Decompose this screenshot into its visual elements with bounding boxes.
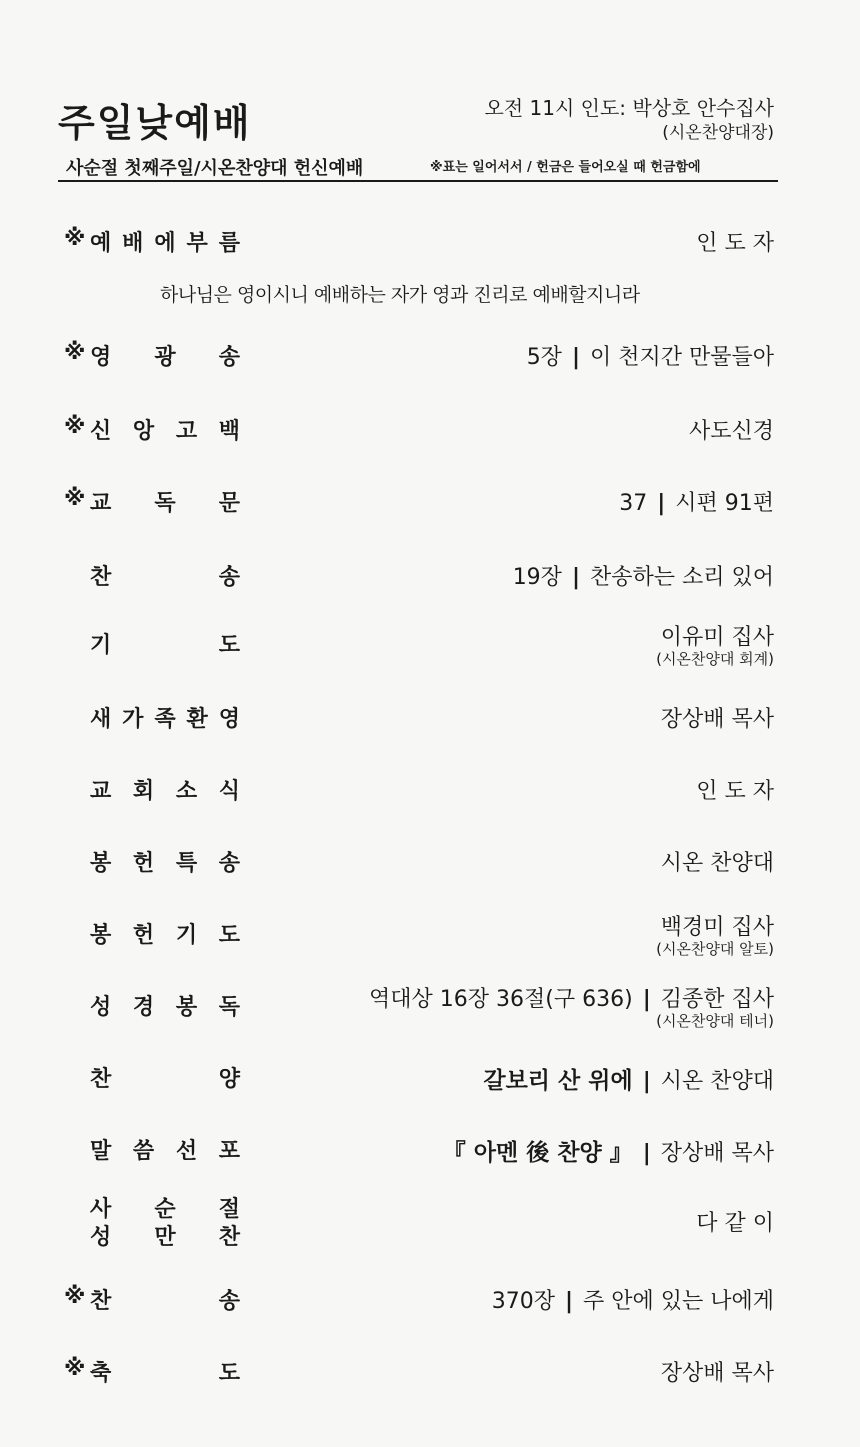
label-char: 성 (90, 1225, 112, 1250)
service-time-leader: 오전 11시 인도: 박상호 안수집사 (484, 96, 774, 120)
label-char: 도 (218, 923, 240, 948)
item-value (492, 1284, 774, 1315)
value-secondary: 김종한 집사 (660, 987, 774, 1012)
label-char: 독 (154, 491, 176, 516)
label-char: 문 (218, 491, 240, 516)
item-label (64, 1284, 240, 1315)
item-label (64, 1062, 240, 1093)
value-primary: 19장 (512, 565, 562, 590)
value-separator: | (642, 987, 651, 1012)
standing-mark: ※ (64, 1284, 86, 1309)
value-text: 다 같 이 (696, 1211, 774, 1236)
service-subtitle: 사순절 첫째주일/시온찬양대 헌신예배 (66, 158, 364, 179)
item-value (689, 414, 774, 445)
item-label (64, 340, 240, 371)
value-primary: 370장 (491, 1289, 555, 1314)
label-char: 포 (218, 1139, 240, 1164)
label-char: 선 (175, 1139, 198, 1164)
value-secondary: 이 천지간 만물들아 (589, 345, 774, 370)
item-label (64, 918, 240, 949)
value-role: (시온찬양대 알토) (656, 940, 774, 958)
item-label (64, 1134, 240, 1165)
label-char: 부 (186, 231, 208, 256)
item-value (619, 486, 774, 517)
value-secondary: 장상배 목사 (660, 1141, 774, 1166)
item-label (64, 226, 240, 257)
standing-mark (64, 1134, 90, 1165)
label-char: 찬 (218, 1225, 240, 1250)
item-label (64, 414, 240, 445)
label-char: 찬 (90, 1067, 112, 1092)
label-char: 찬 (90, 565, 112, 590)
value-separator: | (642, 1141, 651, 1166)
label-char: 송 (218, 851, 240, 876)
label-char: 경 (132, 995, 155, 1020)
label-char: 름 (218, 231, 240, 256)
label-char: 만 (154, 1225, 176, 1250)
value-primary: 37 (619, 491, 648, 516)
standing-mark (64, 918, 90, 949)
label-char: 기 (90, 633, 112, 658)
item-label (64, 1356, 240, 1387)
value-text: 인 도 자 (696, 231, 774, 256)
label-char: 앙 (132, 419, 155, 444)
label-char: 송 (218, 565, 240, 590)
value-text: 인 도 자 (696, 779, 774, 804)
value-primary: 역대상 16장 36절(구 636) (369, 987, 633, 1012)
standing-mark (64, 702, 90, 733)
item-value (696, 1206, 774, 1237)
label-char: 씀 (132, 1139, 155, 1164)
item-value (696, 774, 774, 805)
value-role: (시온찬양대 회계) (656, 650, 774, 668)
label-char: 가 (122, 707, 144, 732)
value-text: 시온 찬양대 (660, 851, 774, 876)
leader-role: (시온찬양대장) (662, 123, 774, 143)
label-char: 절 (218, 1197, 240, 1222)
header-divider (58, 180, 778, 182)
item-label (64, 990, 240, 1021)
value-secondary: 주 안에 있는 나에게 (583, 1289, 774, 1314)
label-char: 기 (175, 923, 198, 948)
call-to-worship-verse: 하나님은 영이시니 예배하는 자가 영과 진리로 예배할지니라 (160, 284, 640, 306)
label-char: 도 (218, 633, 240, 658)
value-text: 장상배 목사 (660, 707, 774, 732)
label-char: 영 (218, 707, 240, 732)
value-secondary: 찬송하는 소리 있어 (589, 565, 774, 590)
value-text: 백경미 집사 (660, 915, 774, 940)
standing-mark: ※ (64, 414, 86, 439)
label-char: 교 (90, 491, 112, 516)
label-char: 영 (90, 345, 112, 370)
label-char: 성 (90, 995, 112, 1020)
item-value (661, 846, 774, 877)
item-label (64, 560, 240, 591)
label-char: 축 (90, 1361, 112, 1386)
label-char: 에 (154, 231, 176, 256)
value-secondary: 시온 찬양대 (660, 1069, 774, 1094)
item-value (369, 982, 774, 1013)
item-value (661, 910, 774, 941)
label-char: 특 (175, 851, 198, 876)
standing-mark (64, 560, 90, 591)
value-primary: 『 아멘 後 찬양 』 (442, 1140, 633, 1166)
label-char: 새 (90, 707, 112, 732)
label-char: 봉 (175, 995, 198, 1020)
standing-mark (64, 990, 90, 1021)
item-value (661, 1356, 774, 1387)
standing-mark: ※ (64, 226, 86, 251)
value-separator: | (571, 345, 580, 370)
label-char: 환 (186, 707, 208, 732)
label-char: 봉 (90, 851, 112, 876)
page-title: 주일낮예배 (58, 101, 252, 145)
item-label (64, 846, 240, 877)
label-char: 회 (132, 779, 155, 804)
label-char: 봉 (90, 923, 112, 948)
item-value (513, 560, 774, 591)
label-char: 송 (218, 1289, 240, 1314)
value-text: 장상배 목사 (660, 1361, 774, 1386)
label-char: 말 (90, 1139, 112, 1164)
value-primary: 갈보리 산 위에 (483, 1068, 633, 1094)
item-label (64, 628, 240, 659)
label-char: 헌 (132, 923, 155, 948)
item-value (483, 1062, 774, 1095)
value-primary: 5장 (526, 345, 562, 370)
label-char: 고 (175, 419, 198, 444)
value-secondary: 시편 91편 (675, 491, 774, 516)
item-value (661, 702, 774, 733)
label-char: 도 (218, 1361, 240, 1386)
label-char: 신 (90, 419, 112, 444)
label-char: 순 (154, 1197, 176, 1222)
label-char: 소 (175, 779, 198, 804)
label-char: 헌 (132, 851, 155, 876)
item-label (90, 1192, 240, 1248)
standing-mark: ※ (64, 486, 86, 511)
item-value (443, 1134, 774, 1167)
item-label (64, 774, 240, 805)
label-char: 예 (90, 231, 112, 256)
label-char: 광 (154, 345, 176, 370)
instruction-note: ※표는 일어서서 / 헌금은 들어오실 때 헌금함에 (430, 160, 701, 175)
label-char: 사 (90, 1197, 112, 1222)
standing-mark (64, 1062, 90, 1093)
item-value (527, 340, 774, 371)
value-text: 사도신경 (688, 419, 774, 444)
item-value (696, 226, 774, 257)
value-text: 이유미 집사 (660, 625, 774, 650)
label-char: 송 (218, 345, 240, 370)
label-char: 백 (218, 419, 240, 444)
label-char: 교 (90, 779, 112, 804)
value-separator: | (642, 1069, 651, 1094)
standing-mark (64, 628, 90, 659)
label-char: 식 (218, 779, 240, 804)
label-char: 독 (218, 995, 240, 1020)
standing-mark: ※ (64, 1356, 86, 1381)
value-separator: | (657, 491, 666, 516)
value-separator: | (571, 565, 580, 590)
item-value (661, 620, 774, 651)
value-separator: | (564, 1289, 573, 1314)
label-char: 찬 (90, 1289, 112, 1314)
item-label (64, 486, 240, 517)
label-char: 배 (122, 231, 144, 256)
item-label (64, 702, 240, 733)
standing-mark: ※ (64, 340, 86, 365)
label-char: 양 (218, 1067, 240, 1092)
standing-mark (64, 846, 90, 877)
value-role: (시온찬양대 테너) (656, 1012, 774, 1030)
standing-mark (64, 774, 90, 805)
label-char: 족 (154, 707, 176, 732)
